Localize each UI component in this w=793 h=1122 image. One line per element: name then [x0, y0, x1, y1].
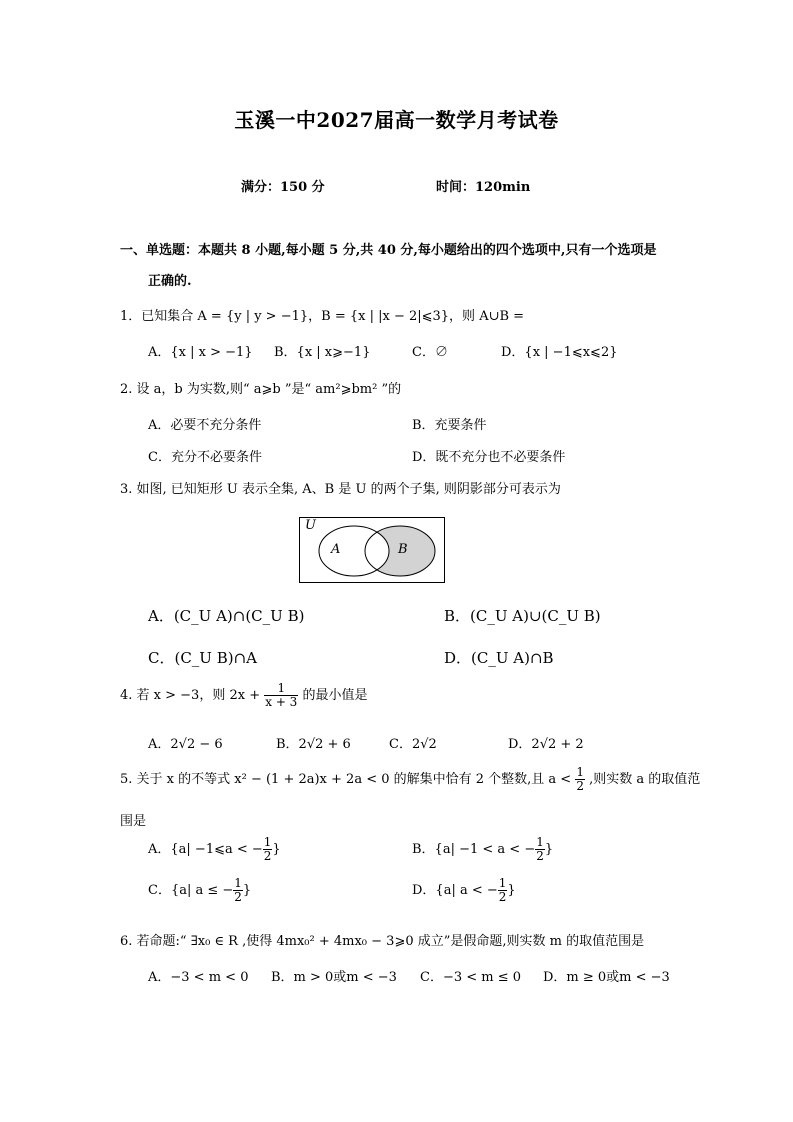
q5-d-frac-num: 1 [498, 876, 507, 890]
section-heading-cont: 正确的. [148, 274, 192, 289]
q4-frac-num: 1 [264, 682, 298, 696]
q4-stem-pre: 4. 若 x > −3，则 2x + [120, 688, 261, 703]
q5-a-frac-den: 2 [263, 849, 272, 863]
venn-label-b: B [398, 542, 408, 557]
question-2-stem: 2. 设 a，b 为实数,则“ a⩾b ”是“ am²⩾bm² ”的 [120, 382, 402, 397]
venn-label-a: A [331, 542, 341, 557]
q4-option-a: A．2√2 − 6 [148, 737, 223, 752]
q1-option-c: C．∅ [412, 345, 448, 360]
q5-stem-pre: 5. 关于 x 的不等式 x² − (1 + 2a)x + 2a < 0 的解集中恰有 2 个整数,且 a < [120, 772, 572, 787]
q5-b-frac-den: 2 [536, 849, 544, 863]
question-6-stem: 6. 若命题:“ ∃x₀ ∈ R ,使得 4mx₀² + 4mx₀ − 3⩾0 成立”是假命题,则实数 m 的取值范围是 [120, 934, 645, 949]
q5-d-frac-den: 2 [498, 890, 507, 904]
q5-option-a-post: } [272, 842, 281, 857]
q6-option-a: A．−3 < m < 0 [148, 970, 249, 985]
q5-stem-post: ,则实数 a 的取值范 [589, 772, 701, 787]
q4-option-d: D．2√2 + 2 [508, 737, 584, 752]
venn-label-u: U [305, 518, 316, 533]
q4-stem-post: 的最小值是 [302, 688, 368, 703]
venn-diagram [299, 517, 445, 587]
q5-option-b-post: } [544, 842, 554, 857]
q1-option-b: B．{x | x⩾−1} [274, 345, 371, 360]
q1-option-d: D．{x | −1⩽x⩽2} [501, 345, 618, 360]
q5-fraction [575, 766, 585, 793]
q5-option-d [412, 877, 516, 904]
q5-option-a-pre: A．{a| −1⩽a < − [148, 842, 263, 857]
q5-option-c-post: } [242, 883, 252, 898]
q5-option-b-pre: B．{a| −1 < a < − [412, 842, 536, 857]
q5-option-c [148, 877, 251, 904]
q3-option-d: D．(C_U A)∩B [444, 649, 554, 667]
full-score: 满分：150 分 [241, 180, 325, 195]
q2-option-a: A．必要不充分条件 [148, 418, 262, 433]
question-5-stem [120, 766, 700, 793]
q5-a-frac-num: 1 [263, 835, 272, 849]
q5-option-d-pre: D．{a| a < − [412, 883, 498, 898]
q5-option-b [412, 836, 553, 863]
q1-option-a: A．{x | x > −1} [148, 345, 253, 360]
q5-b-frac-num: 1 [536, 835, 544, 849]
q5-frac-den: 2 [576, 779, 584, 793]
q3-option-b: B．(C_U A)∪(C_U B) [444, 607, 601, 625]
q6-option-c: C．−3 < m ≤ 0 [420, 970, 522, 985]
q2-option-c: C．充分不必要条件 [148, 450, 262, 465]
q6-option-b: B．m > 0或m < −3 [271, 970, 397, 985]
question-3-stem: 3. 如图, 已知矩形 U 表示全集, A、B 是 U 的两个子集, 则阴影部分可表示为 [120, 482, 561, 497]
q4-option-b: B．2√2 + 6 [276, 737, 351, 752]
q4-fraction [264, 682, 298, 709]
q4-frac-den: x + 3 [265, 695, 298, 709]
q3-option-a: A．(C_U A)∩(C_U B) [148, 607, 305, 625]
q5-c-frac-num: 1 [234, 876, 242, 890]
q2-option-b: B．充要条件 [412, 418, 487, 433]
exam-time: 时间：120min [436, 180, 531, 195]
q5-option-c-pre: C．{a| a ≤ − [148, 883, 234, 898]
q4-option-c: C．2√2 [389, 737, 437, 752]
page-title: 玉溪一中2027届高一数学月考试卷 [234, 108, 559, 132]
section-heading: 一、单选题：本题共 8 小题,每小题 5 分,共 40 分,每小题给出的四个选项中,只有一个选项是 [120, 243, 657, 258]
q5-c-frac-den: 2 [234, 890, 242, 904]
question-1-stem: 1．已知集合 A = {y | y > −1}，B = {x | |x − 2|⩽3}，则 A∪B = [120, 309, 525, 324]
question-4-stem [120, 682, 367, 709]
q5-option-d-post: } [507, 883, 516, 898]
q5-frac-num: 1 [576, 765, 584, 779]
question-5-stem-cont: 围是 [120, 814, 147, 829]
q5-option-a [148, 836, 281, 863]
q2-option-d: D．既不充分也不必要条件 [412, 450, 566, 465]
q3-option-c: C．(C_U B)∩A [148, 649, 257, 667]
q6-option-d: D．m ≥ 0或m < −3 [543, 970, 670, 985]
